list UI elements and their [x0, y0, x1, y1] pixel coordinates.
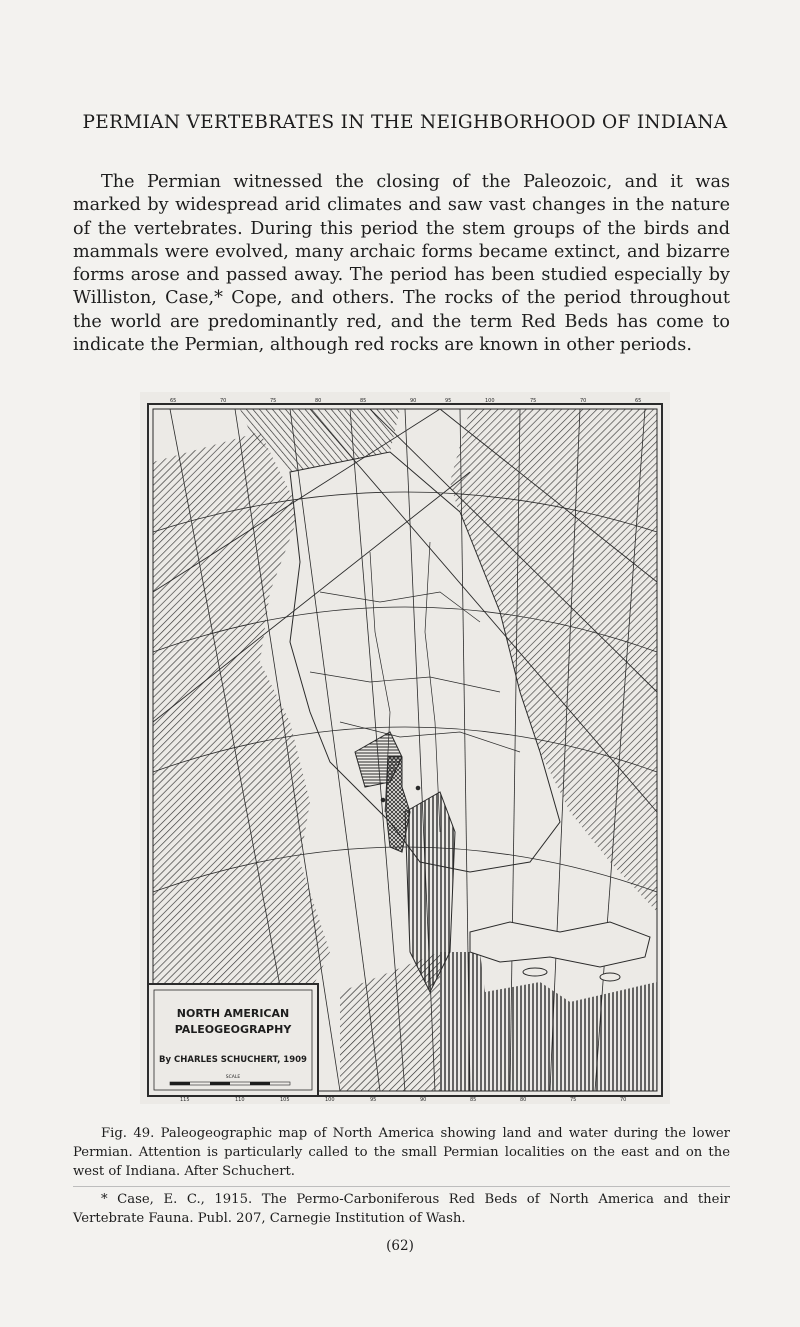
- bottom-tick: 95: [370, 1097, 377, 1103]
- map-legend: [148, 984, 318, 1096]
- bottom-tick: 100: [325, 1097, 335, 1103]
- caption-text: Fig. 49. Paleogeographic map of North America showing land and water during the lower Permian. Attention is particularly called to the small Permian localities on the east and on the west of Indiana. After Schuchert.: [73, 1126, 730, 1179]
- legend-line1: NORTH AMERICAN: [176, 1007, 290, 1020]
- bottom-tick: 105: [280, 1097, 290, 1103]
- bottom-tick: 80: [520, 1097, 527, 1103]
- paleogeographic-map: [140, 392, 670, 1104]
- top-tick: 95: [445, 398, 452, 404]
- legend-author: By CHARLES SCHUCHERT, 1909: [159, 1055, 307, 1065]
- footnote-text: * Case, E. C., 1915. The Permo-Carboniferous Red Beds of North America and their Vertebrate Fauna. Publ. 207, Carnegie Institution of Wash.: [73, 1192, 730, 1226]
- top-tick: 70: [220, 398, 227, 404]
- footnote: [73, 1190, 730, 1228]
- footnote-divider: [73, 1186, 730, 1187]
- body-paragraph: [73, 171, 730, 357]
- legend-line2: PALEOGEOGRAPHY: [174, 1023, 292, 1036]
- bottom-tick: 70: [620, 1097, 627, 1103]
- top-tick: 75: [270, 398, 277, 404]
- bottom-tick: 85: [470, 1097, 477, 1103]
- bottom-tick: 115: [180, 1097, 190, 1103]
- page-number: (62): [386, 1238, 414, 1254]
- top-tick: 65: [635, 398, 642, 404]
- bottom-tick: 110: [235, 1097, 245, 1103]
- bottom-tick: 75: [570, 1097, 577, 1103]
- top-tick: 85: [360, 398, 367, 404]
- top-tick: 80: [315, 398, 322, 404]
- top-tick: 75: [530, 398, 537, 404]
- top-tick: 65: [170, 398, 177, 404]
- top-tick: 100: [485, 398, 495, 404]
- top-tick: 90: [410, 398, 417, 404]
- figure-caption: [73, 1124, 730, 1181]
- top-tick: 70: [580, 398, 587, 404]
- paragraph-text: The Permian witnessed the closing of the Paleozoic, and it was marked by widespread arid climates and saw vast changes in the nature of the vertebrates. During this period the stem groups of the birds and mammals were evolved, many archaic forms became extinct, and bizarre forms arose and passed away. The period has been studied especially by Williston, Case,* Cope, and others. The rocks of the period throughout the world are predominantly red, and the term Red Beds has come to indicate the Permian, although red rocks are known in other periods.: [73, 172, 730, 356]
- page-title: PERMIAN VERTEBRATES IN THE NEIGHBORHOOD OF INDIANA: [82, 112, 728, 133]
- bottom-tick: 90: [420, 1097, 427, 1103]
- legend-scale-label: SCALE: [225, 1075, 241, 1080]
